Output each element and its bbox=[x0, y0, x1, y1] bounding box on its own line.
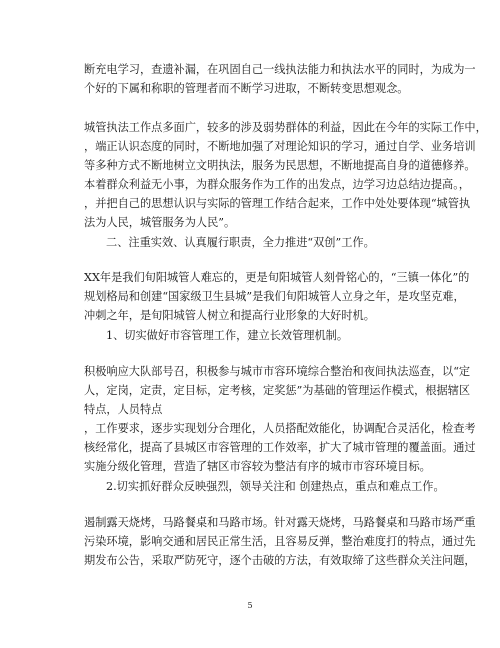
paragraph-line: 期发布公告，采取严防死守，逐个击破的方法，有效取缔了这些群众关注问题， bbox=[84, 554, 476, 567]
paragraph-line: ，端正认识态度的同时，不断地加强了对理论知识的学习，通过自学、业务培训 bbox=[84, 140, 476, 153]
paragraph-line: ，工作要求，逐步实现划分合理化，人员搭配效能化，协调配合灵活化，检查考 bbox=[84, 422, 476, 435]
paragraph-line: 实施分级化管理，营造了辖区市容较为整洁有序的城市市容环境目标。 bbox=[84, 460, 431, 473]
paragraph-line: 规划格局和创建“国家级卫生县城”是我们旬阳城管人立身之年，是攻坚克难， bbox=[84, 290, 465, 303]
subsection-heading: 1、切实做好市容管理工作，建立长效管理机制。 bbox=[106, 329, 349, 342]
paragraph-line: 核经常化，提高了县城区市容管理的工作效率，扩大了城市管理的覆盖面。通过 bbox=[84, 441, 476, 454]
paragraph-line: 遏制露天烧烤，马路餐桌和马路市场。针对露天烧烤，马路餐桌和马路市场严重 bbox=[84, 516, 476, 529]
subsection-heading: 2.切实抓好群众反映强烈，领导关注和 创建热点，重点和难点工作。 bbox=[106, 480, 445, 493]
paragraph-line: 等多种方式不断地树立文明执法，服务为民思想，不断地提高自身的道德修养。 bbox=[84, 159, 476, 172]
paragraph-line: 个好的下属和称职的管理者而不断学习进取，不断转变思想观念。 bbox=[84, 82, 409, 95]
paragraph-line: 断充电学习，查遗补漏，在巩固自己一线执法能力和执法水平的同时，为成为一 bbox=[84, 63, 476, 76]
paragraph-line: 人，定岗，定责，定目标，定考核，定奖惩”为基础的管理运作模式，根据辖区 bbox=[84, 384, 471, 397]
paragraph-line: 法为人民，城管服务为人民”。 bbox=[84, 216, 236, 229]
paragraph-line: 积极响应大队部号召，积极参与城市市容环境综合整治和夜间执法巡查，以“定 bbox=[84, 365, 471, 378]
paragraph-line: XX年是我们旬阳城管人难忘的，更是旬阳城管人刻骨铭心的，“三镇一体化”的 bbox=[84, 271, 470, 284]
paragraph-line: ，并把自己的思想认识与实际的管理工作结合起来，工作中处处要体现“城管执 bbox=[84, 197, 471, 210]
paragraph-line: 本着群众利益无小事，为群众服务作为工作的出发点，边学习边总结边提高。， bbox=[84, 178, 470, 191]
paragraph-line: 冲刺之年，是旬阳城管人树立和提高行业形象的大好时机。 bbox=[84, 309, 375, 322]
paragraph-line: 污染环境，影响交通和居民正常生活，且容易反弹，整治难度打的特点，通过先 bbox=[84, 535, 476, 548]
section-heading: 二、注重实效、认真履行职责，全力推进“双创”工作。 bbox=[106, 236, 375, 249]
paragraph-line: 特点，人员特点 bbox=[84, 403, 163, 416]
paragraph-line: 城管执法工作点多面广，较多的涉及弱势群体的利益，因此在今年的实际工作中， bbox=[84, 121, 487, 134]
page-number: 5 bbox=[247, 601, 253, 610]
